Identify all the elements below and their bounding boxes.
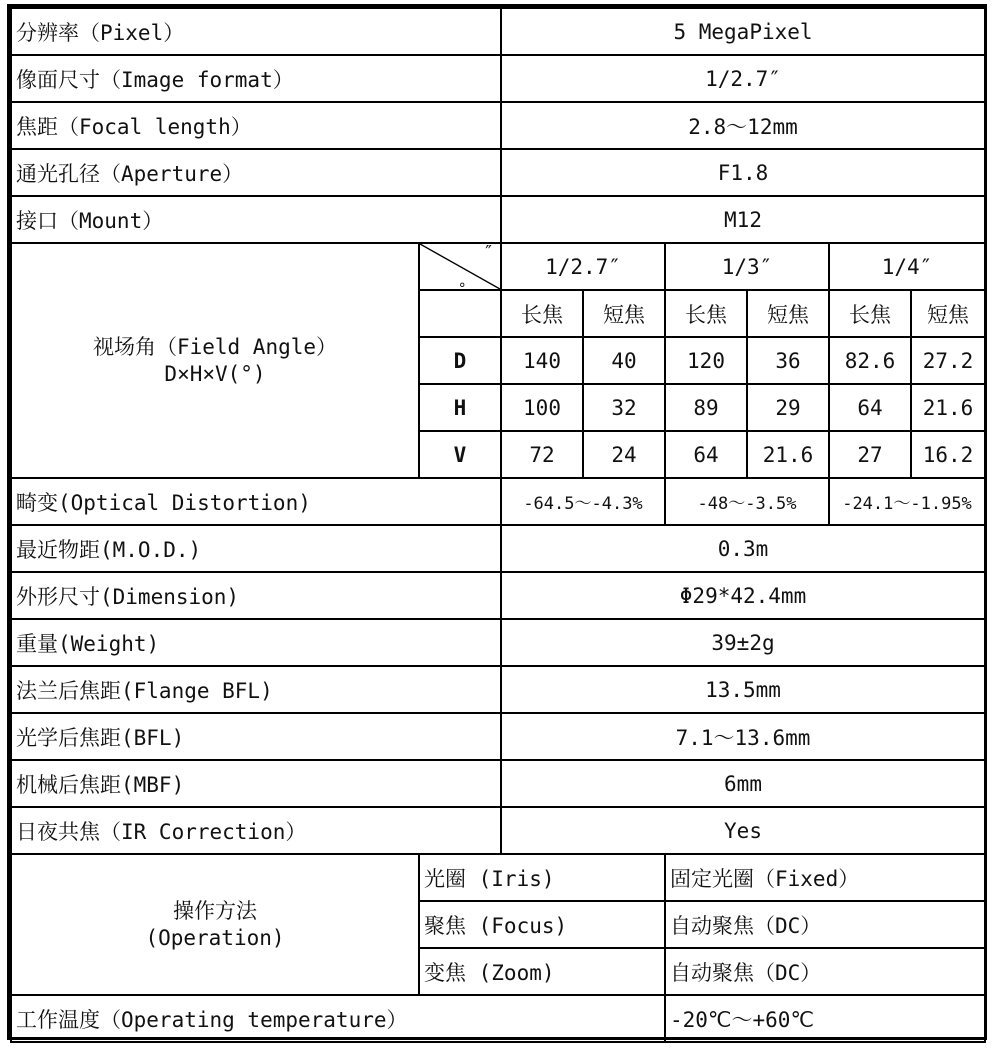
field-value: 29 bbox=[747, 384, 829, 431]
row-temperature bbox=[11, 995, 985, 1042]
format-header-1: 1/2.7″ bbox=[501, 243, 665, 290]
sub-header: 短焦 bbox=[583, 290, 665, 337]
format-header-2: 1/3″ bbox=[665, 243, 829, 290]
flange-label: 法兰后焦距(Flange BFL) bbox=[11, 666, 501, 713]
aperture-label: 通光孔径（Aperture） bbox=[11, 149, 501, 196]
field-value: 32 bbox=[583, 384, 665, 431]
focal-label: 焦距（Focal length） bbox=[11, 102, 501, 149]
dimension-label: 外形尺寸(Dimension) bbox=[11, 572, 501, 619]
operation-item-name: 光圈 (Iris) bbox=[419, 854, 665, 901]
mbf-label: 机械后焦距(MBF) bbox=[11, 760, 501, 807]
operation-item-name: 聚焦 (Focus) bbox=[419, 901, 665, 948]
field-value: 120 bbox=[665, 337, 747, 384]
row-field-formats bbox=[11, 243, 985, 290]
distortion-value-2: -48～-3.5% bbox=[665, 478, 829, 525]
field-value: 27.2 bbox=[911, 337, 985, 384]
row-dimension bbox=[11, 572, 985, 619]
row-operation-iris bbox=[11, 854, 985, 901]
row-distortion bbox=[11, 478, 985, 525]
field-value: 21.6 bbox=[911, 384, 985, 431]
distortion-value-3: -24.1～-1.95% bbox=[829, 478, 985, 525]
dimension-value: Φ29*42.4mm bbox=[501, 572, 985, 619]
field-value: 100 bbox=[501, 384, 583, 431]
field-value: 140 bbox=[501, 337, 583, 384]
ir-label: 日夜共焦（IR Correction） bbox=[11, 807, 501, 854]
row-mod bbox=[11, 525, 985, 572]
field-value: 27 bbox=[829, 431, 911, 478]
field-value: 24 bbox=[583, 431, 665, 478]
row-flange bbox=[11, 666, 985, 713]
temperature-value: -20℃～+60℃ bbox=[665, 995, 985, 1042]
mod-value: 0.3m bbox=[501, 525, 985, 572]
axis-label-v: V bbox=[419, 431, 501, 478]
distortion-value-1: -64.5～-4.3% bbox=[501, 478, 665, 525]
mount-label: 接口（Mount） bbox=[11, 196, 501, 243]
field-value: 21.6 bbox=[747, 431, 829, 478]
field-value: 82.6 bbox=[829, 337, 911, 384]
diagonal-corner-cell bbox=[419, 243, 501, 290]
operation-label bbox=[11, 854, 419, 995]
operation-item-value: 自动聚焦（DC） bbox=[665, 948, 985, 995]
format-header-3: 1/4″ bbox=[829, 243, 985, 290]
sub-header: 长焦 bbox=[829, 290, 911, 337]
flange-value: 13.5mm bbox=[501, 666, 985, 713]
sub-header: 短焦 bbox=[911, 290, 985, 337]
focal-value: 2.8～12mm bbox=[501, 102, 985, 149]
mbf-value: 6mm bbox=[501, 760, 985, 807]
sub-header: 短焦 bbox=[747, 290, 829, 337]
sub-header: 长焦 bbox=[665, 290, 747, 337]
format-value: 1/2.7″ bbox=[501, 55, 985, 102]
sub-header: 长焦 bbox=[501, 290, 583, 337]
pixel-label: 分辨率（Pixel） bbox=[11, 8, 501, 55]
field-value: 64 bbox=[665, 431, 747, 478]
row-format bbox=[11, 55, 985, 102]
spec-table bbox=[10, 7, 986, 1043]
weight-value: 39±2g bbox=[501, 619, 985, 666]
field-value: 89 bbox=[665, 384, 747, 431]
mod-label: 最近物距(M.O.D.) bbox=[11, 525, 501, 572]
operation-item-name: 变焦 (Zoom) bbox=[419, 948, 665, 995]
corner-top-mark: ″ bbox=[483, 243, 494, 263]
operation-item-value: 自动聚焦（DC） bbox=[665, 901, 985, 948]
field-value: 36 bbox=[747, 337, 829, 384]
row-ir bbox=[11, 807, 985, 854]
field-angle-label-line1: 视场角（Field Angle） bbox=[92, 335, 338, 360]
corner-bottom-mark: ° bbox=[458, 281, 467, 290]
axis-label-h: H bbox=[419, 384, 501, 431]
mount-value: M12 bbox=[501, 196, 985, 243]
row-weight bbox=[11, 619, 985, 666]
row-aperture bbox=[11, 149, 985, 196]
field-angle-label bbox=[11, 243, 419, 478]
format-label: 像面尺寸（Image format） bbox=[11, 55, 501, 102]
axis-label-d: D bbox=[419, 337, 501, 384]
bfl-value: 7.1～13.6mm bbox=[501, 713, 985, 760]
distortion-label: 畸变(Optical Distortion) bbox=[11, 478, 501, 525]
weight-label: 重量(Weight) bbox=[11, 619, 501, 666]
row-mount bbox=[11, 196, 985, 243]
field-angle-label-line2: D×H×V(°) bbox=[164, 361, 266, 386]
ir-value: Yes bbox=[501, 807, 985, 854]
field-value: 72 bbox=[501, 431, 583, 478]
operation-label-line2: (Operation) bbox=[145, 925, 285, 950]
bfl-label: 光学后焦距(BFL) bbox=[11, 713, 501, 760]
operation-label-line1: 操作方法 bbox=[173, 899, 257, 924]
field-value: 64 bbox=[829, 384, 911, 431]
row-focal bbox=[11, 102, 985, 149]
spec-sheet bbox=[7, 4, 987, 1040]
field-value: 16.2 bbox=[911, 431, 985, 478]
row-mbf bbox=[11, 760, 985, 807]
row-pixel bbox=[11, 8, 985, 55]
pixel-value: 5 MegaPixel bbox=[501, 8, 985, 55]
axis-header-empty bbox=[419, 290, 501, 337]
operation-item-value: 固定光圈（Fixed） bbox=[665, 854, 985, 901]
field-value: 40 bbox=[583, 337, 665, 384]
aperture-value: F1.8 bbox=[501, 149, 985, 196]
temperature-label: 工作温度（Operating temperature） bbox=[11, 995, 665, 1042]
row-bfl bbox=[11, 713, 985, 760]
